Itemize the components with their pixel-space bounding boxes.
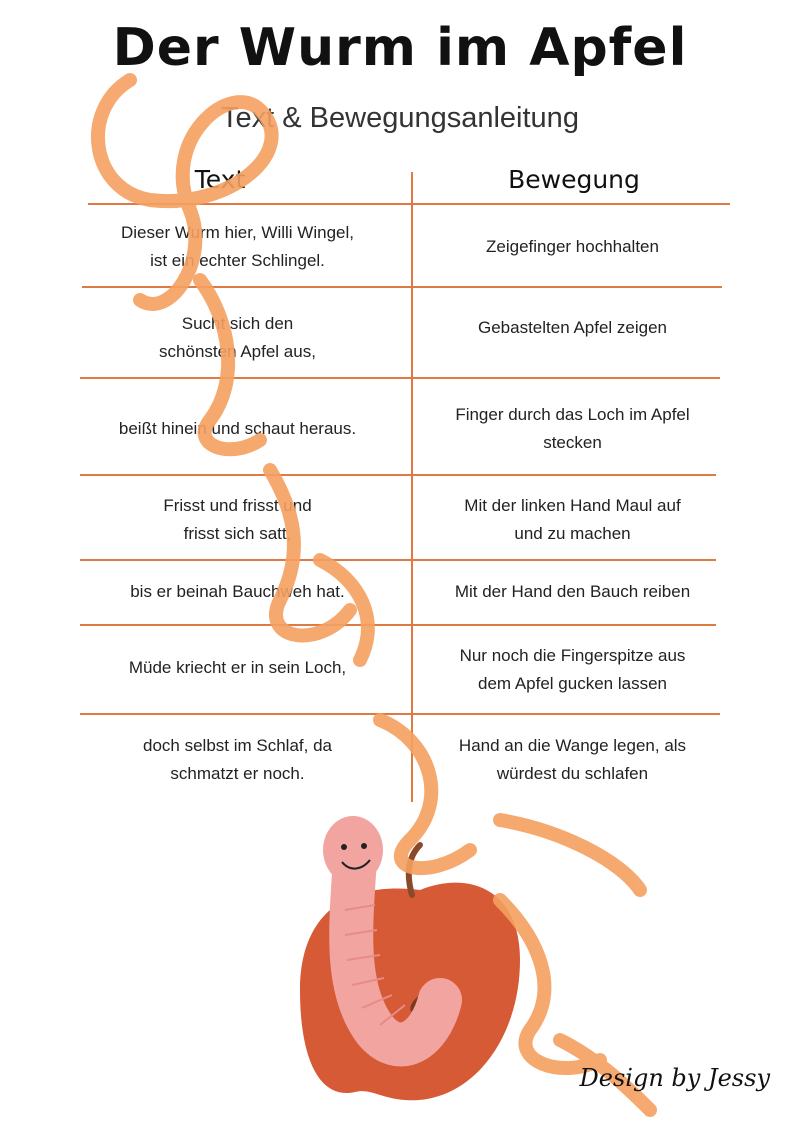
row-text: Dieser Wurm hier, Willi Wingel, ist ein echter Schlingel. [120, 223, 354, 270]
column-header-text: Text [194, 165, 246, 194]
row-text: Sucht sich den schönsten Apfel aus, [159, 313, 316, 361]
signature: Design by Jessy [579, 1064, 770, 1092]
page-title: Der Wurm im Apfel [112, 18, 688, 78]
row-text: bis er beinah Bauchweh hat. [130, 582, 345, 601]
row-text: Müde kriecht er in sein Loch, [128, 657, 347, 677]
row-movement: Mit der Hand den Bauch reiben [454, 582, 691, 601]
page-subtitle: Text & Bewegungsanleitung [221, 102, 579, 134]
column-header-movement: Bewegung [508, 165, 640, 194]
row-movement: Zeigefinger hochhalten [486, 237, 659, 256]
row-text: doch selbst im Schlaf, da schmatzt er noch. [143, 735, 332, 783]
row-movement: Finger durch das Loch im Apfel stecken [455, 405, 690, 452]
row-text: Frisst und frisst und frisst sich satt, [163, 495, 312, 543]
row-movement: Mit der linken Hand Maul auf und zu machen [464, 495, 681, 543]
row-movement: Nur noch die Fingerspitze aus dem Apfel gucken lassen [459, 646, 686, 693]
row-movement: Gebastelten Apfel zeigen [477, 317, 668, 337]
row-text: beißt hinein und schaut heraus. [118, 419, 357, 438]
row-movement: Hand an die Wange legen, als würdest du schlafen [458, 735, 687, 783]
